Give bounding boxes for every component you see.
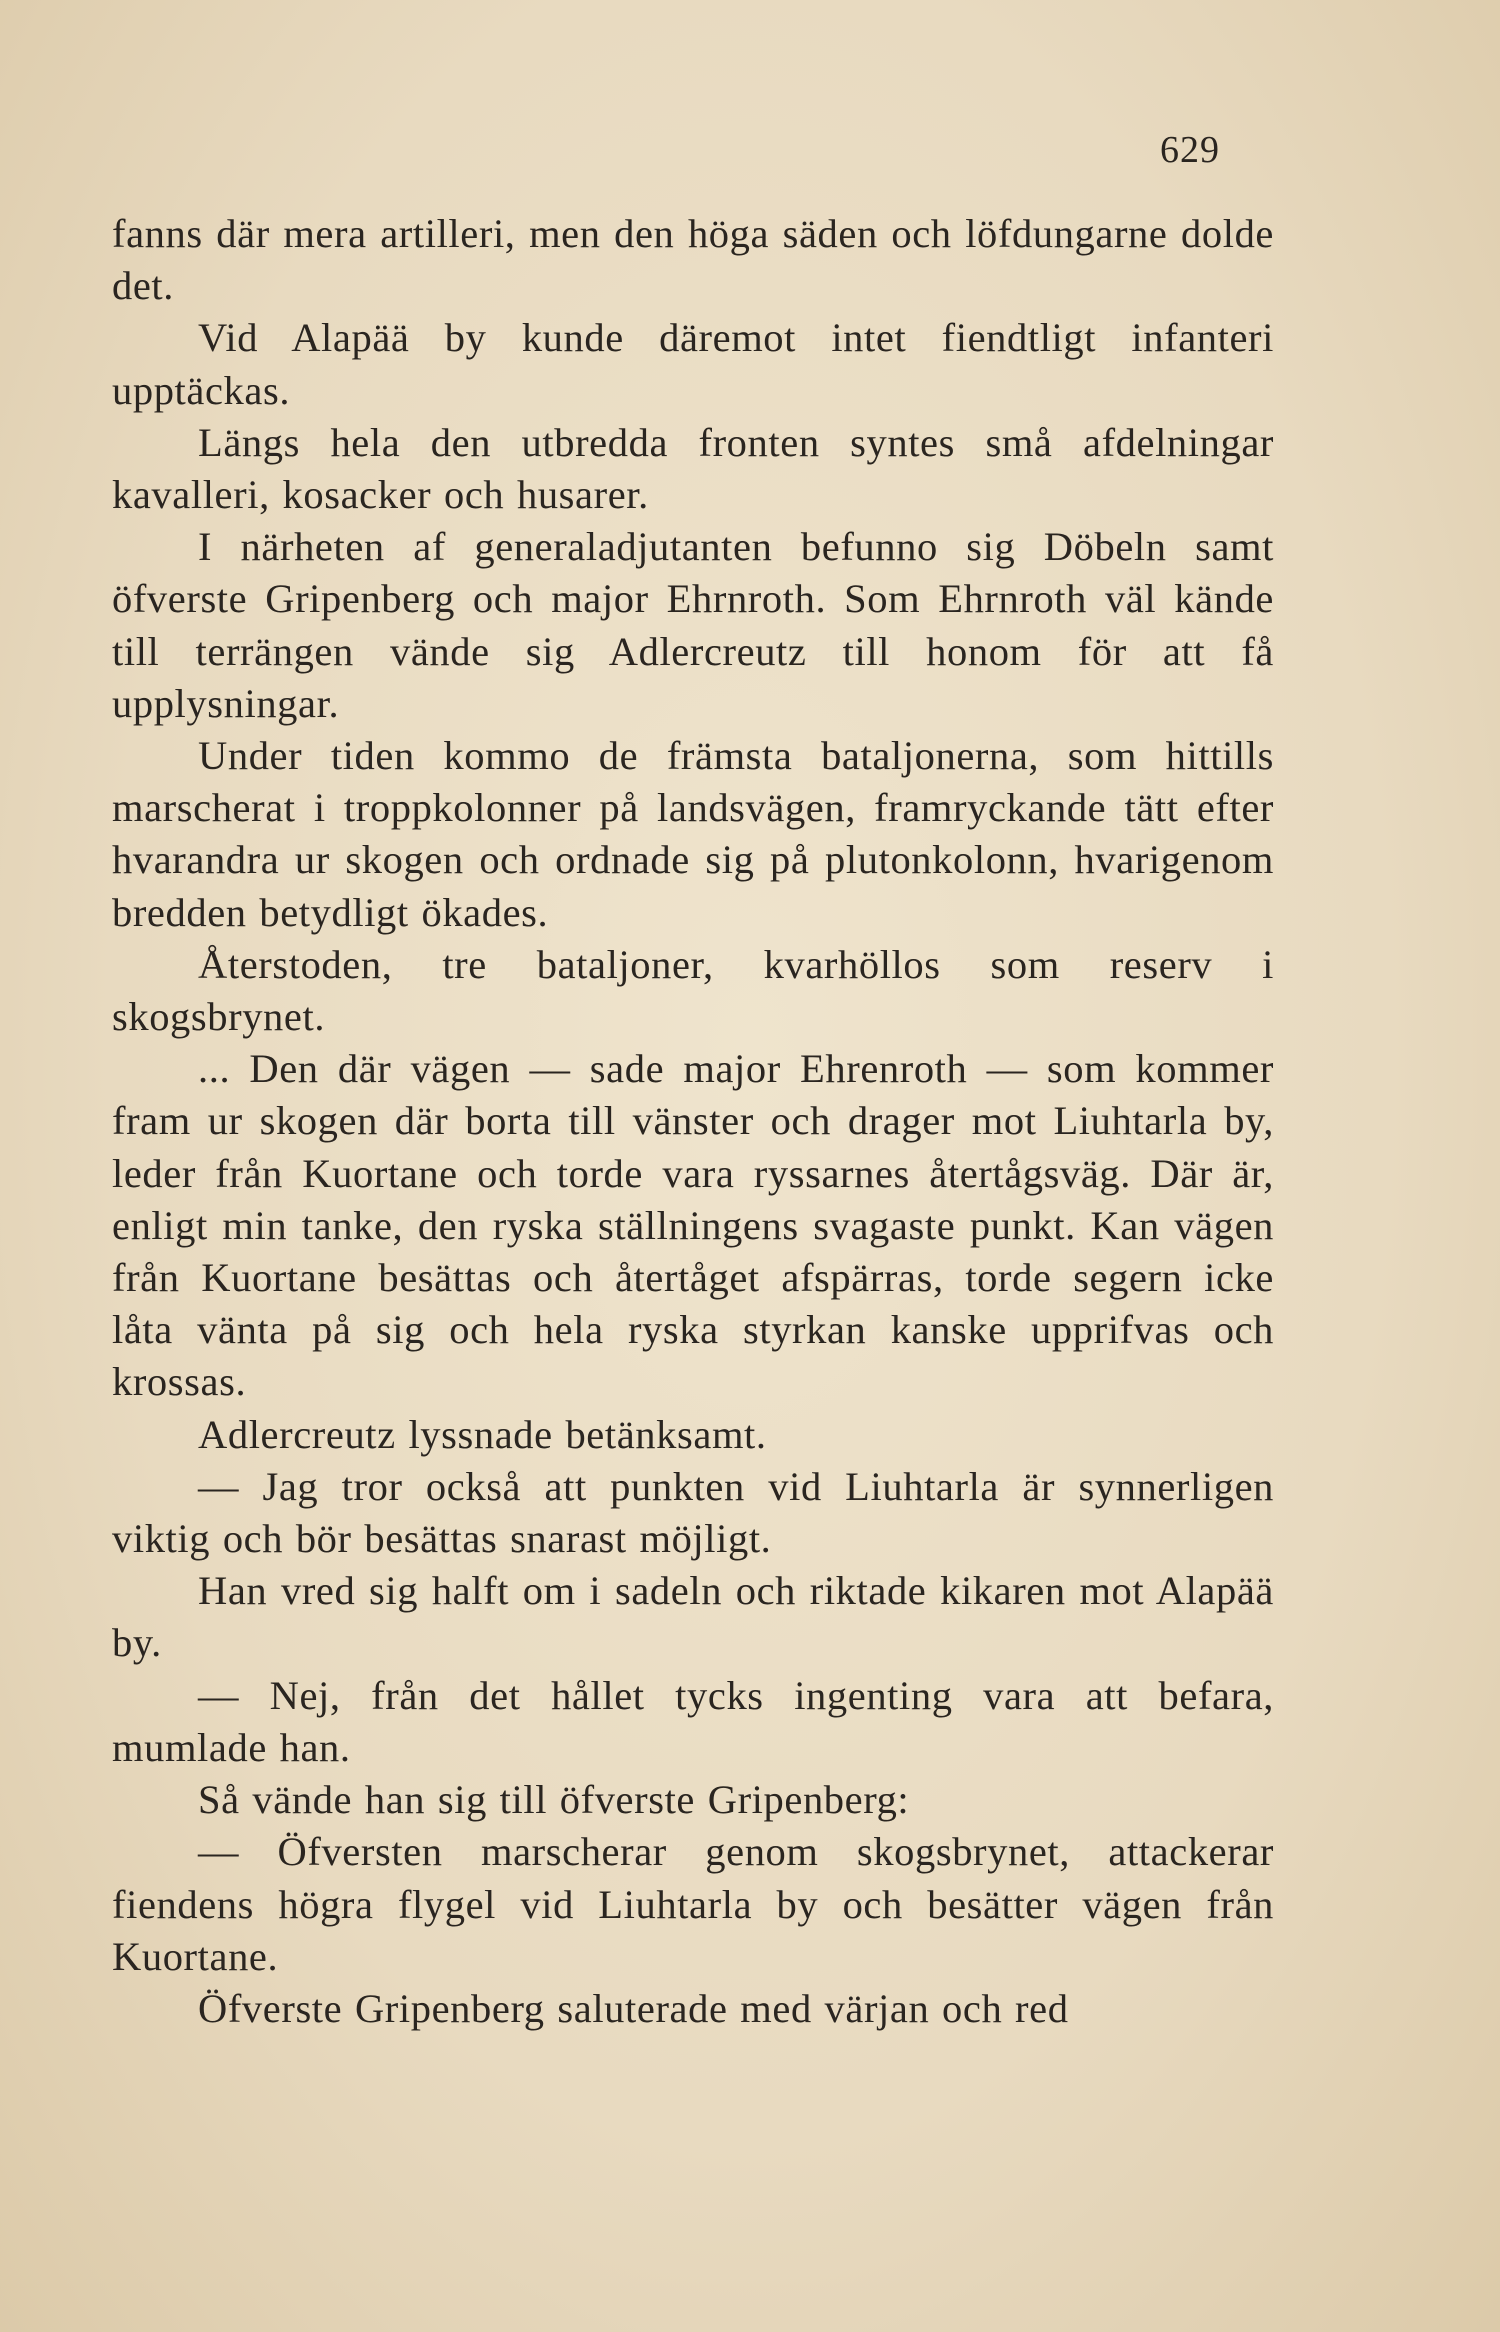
paragraph: I närheten af generaladjutanten befunno sig Döbeln samt öfverste Gripenberg och major Ehrnroth. Som Ehrnroth väl kände till terrängen vände sig Adlercreutz till honom för att få upplysningar. [112, 524, 1274, 726]
paragraph: Under tiden kommo de främsta bataljonerna, som hittills marscherat i troppkolonner på landsvägen, framryckande tätt efter hvarandra ur skogen och ordnade sig på plutonkolonn, hvarigenom bredden betydligt ökades. [112, 733, 1274, 935]
paragraph: — Nej, från det hållet tycks ingenting vara att befara, mumlade han. [112, 1672, 1274, 1770]
paragraph: fanns där mera artilleri, men den höga säden och löfdungarne dolde det. [112, 211, 1274, 309]
paragraph: ... Den där vägen — sade major Ehrenroth — som kommer fram ur skogen där borta till vänster och drager mot Liuhtarla by, leder från Kuortane och torde vara ryssarnes återtågsväg. Där är, enligt min tanke, den ryska ställningens svagaste punkt. Kan vägen från Kuortane besättas och återtåget afspärras, torde segern icke låta vänta på sig och hela ryska styrkan kanske upprifvas och krossas. [112, 1046, 1274, 1405]
paragraph: Adlercreutz lyssnade betänksamt. [198, 1411, 767, 1457]
paragraph: — Öfversten marscherar genom skogsbrynet, attackerar fiendens högra flygel vid Liuhtarla by och besätter vägen från Kuortane. [112, 1829, 1274, 1979]
paragraph: Vid Alapää by kunde däremot intet fiendtligt infanteri upptäckas. [112, 315, 1274, 413]
paragraph: Han vred sig halft om i sadeln och riktade kikaren mot Alapää by. [112, 1568, 1274, 1666]
paragraph: Öfverste Gripenberg saluterade med värjan och red [198, 1985, 1069, 2031]
paragraph: Längs hela den utbredda fronten syntes små afdelningar kavalleri, kosacker och husarer. [112, 419, 1274, 518]
page-number: 629 [1160, 129, 1220, 171]
body-text [112, 208, 1274, 2035]
paragraph: Så vände han sig till öfverste Gripenberg: [198, 1777, 910, 1823]
paragraph: Återstoden, tre bataljoner, kvarhöllos som reserv i skogsbrynet. [112, 941, 1274, 1040]
paragraph: — Jag tror också att punkten vid Liuhtarla är synnerligen viktig och bör besättas snarast möjligt. [112, 1463, 1274, 1562]
